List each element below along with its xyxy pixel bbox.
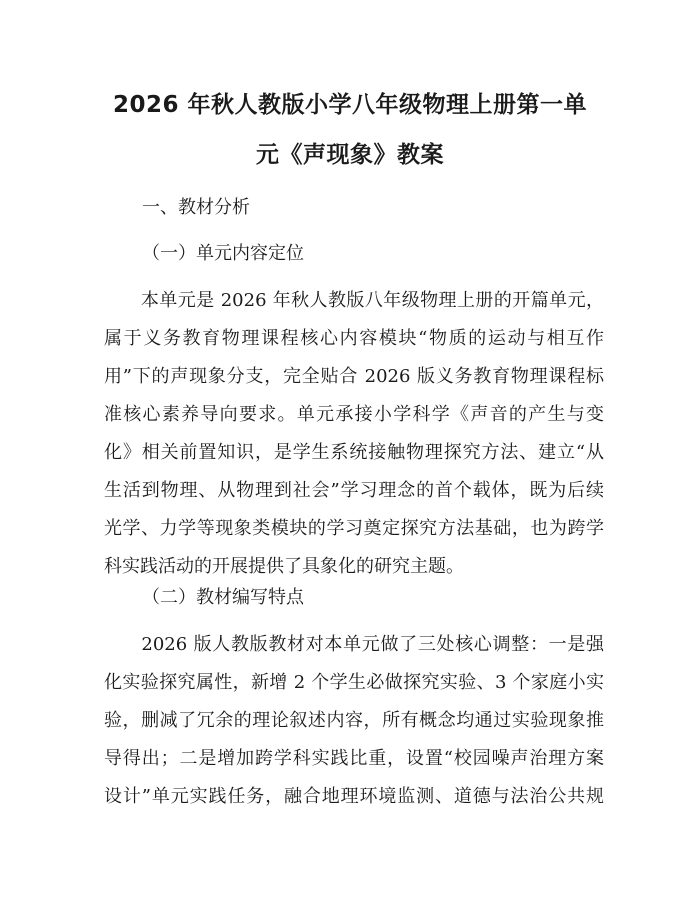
paragraph-line: 2026 版人教版教材对本单元做了三处核心调整：一是强 <box>104 634 604 655</box>
subsection-heading-compilation-features: （二）教材编写特点 <box>142 587 304 608</box>
paragraph-line: 科实践活动的开展提供了具象化的研究主题。 <box>104 556 464 577</box>
document-title-line-2: 元《声现象》教案 <box>256 142 444 168</box>
paragraph-line: 准核心素养导向要求。单元承接小学科学《声音的产生与变 <box>104 404 604 425</box>
paragraph-line: 导得出；二是增加跨学科实践比重，设置“校园噪声治理方案 <box>104 748 604 769</box>
paragraph-line: 化实验探究属性，新增 2 个学生必做探究实验、3 个家庭小实 <box>104 672 604 693</box>
section-heading-textbook-analysis: 一、教材分析 <box>142 197 250 218</box>
paragraph-line: 化》相关前置知识，是学生系统接触物理探究方法、建立“从 <box>104 442 604 463</box>
document-title-line-1: 2026 年秋人教版小学八年级物理上册第一单 <box>112 92 588 118</box>
paragraph-line: 光学、力学等现象类模块的学习奠定探究方法基础，也为跨学 <box>104 518 604 539</box>
paragraph-compilation-features <box>104 626 604 816</box>
paragraph-line: 本单元是 2026 年秋人教版八年级物理上册的开篇单元， <box>104 290 604 311</box>
paragraph-line: 属于义务教育物理课程核心内容模块“物质的运动与相互作 <box>104 328 604 349</box>
paragraph-line: 生活到物理、从物理到社会”学习理念的首个载体，既为后续 <box>104 480 604 501</box>
paragraph-unit-positioning <box>104 282 604 586</box>
paragraph-line: 用”下的声现象分支，完全贴合 2026 版义务教育物理课程标 <box>104 366 604 387</box>
paragraph-line: 验，删减了冗余的理论叙述内容，所有概念均通过实验现象推 <box>104 710 604 731</box>
subsection-heading-unit-positioning: （一）单元内容定位 <box>142 243 304 264</box>
paragraph-line: 设计”单元实践任务，融合地理环境监测、道德与法治公共规 <box>104 786 604 807</box>
